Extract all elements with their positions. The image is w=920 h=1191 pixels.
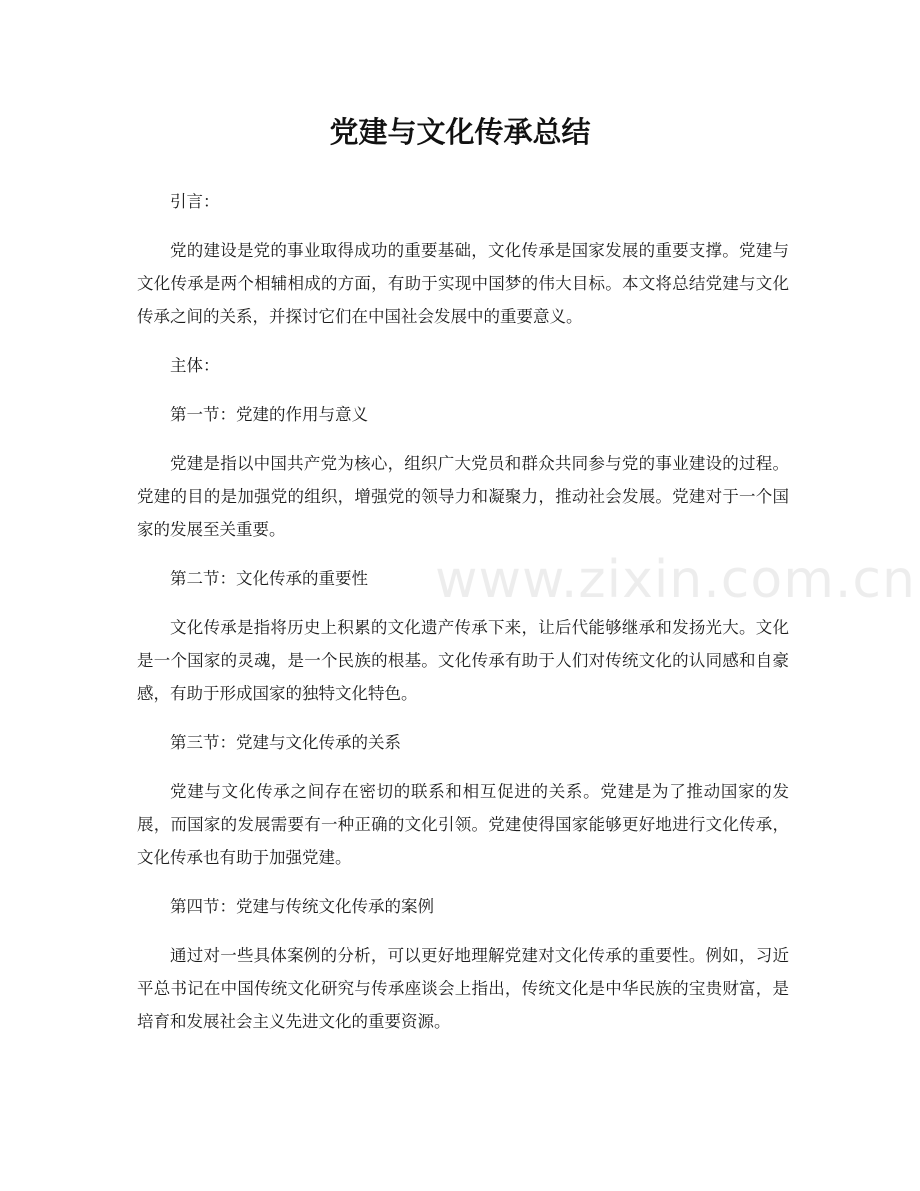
document-title: 党建与文化传承总结 <box>329 115 591 149</box>
section-1-heading: 第一节：党建的作用与意义 <box>170 405 368 424</box>
section-2-text: 文化传承是指将历史上积累的文化遗产传承下来，让后代能够继承和发扬光大。文化是一个国家的灵魂，是一个民族的根基。文化传承有助于人们对传统文化的认同感和自豪感，有助于形成国家的独特文化特色。 <box>137 618 789 703</box>
paragraph-intro-heading: 引言： <box>170 192 220 211</box>
section-3-text: 党建与文化传承之间存在密切的联系和相互促进的关系。党建是为了推动国家的发展，而国家的发展需要有一种正确的文化引领。党建使得国家能够更好地进行文化传承，文化传承也有助于加强党建。 <box>137 782 789 867</box>
section-1-text: 党建是指以中国共产党为核心，组织广大党员和群众共同参与党的事业建设的过程。党建的目的是加强党的组织，增强党的领导力和凝聚力，推动社会发展。党建对于一个国家的发展至关重要。 <box>137 454 789 539</box>
document-body <box>137 185 789 1038</box>
section-4-heading: 第四节：党建与传统文化传承的案例 <box>170 897 434 916</box>
section-4-text: 通过对一些具体案例的分析，可以更好地理解党建对文化传承的重要性。例如，习近平总书记在中国传统文化研究与传承座谈会上指出，传统文化是中华民族的宝贵财富，是培育和发展社会主义先进文化的重要资源。 <box>137 946 789 1031</box>
section-2-heading: 第二节：文化传承的重要性 <box>170 569 368 588</box>
paragraph-body-heading: 主体： <box>170 356 220 375</box>
section-3-heading: 第三节：党建与文化传承的关系 <box>170 733 401 752</box>
paragraph-intro-text: 党的建设是党的事业取得成功的重要基础，文化传承是国家发展的重要支撑。党建与文化传承是两个相辅相成的方面，有助于实现中国梦的伟大目标。本文将总结党建与文化传承之间的关系，并探讨它们在中国社会发展中的重要意义。 <box>137 241 789 326</box>
watermark: www.zixin.com.cn <box>435 550 916 610</box>
